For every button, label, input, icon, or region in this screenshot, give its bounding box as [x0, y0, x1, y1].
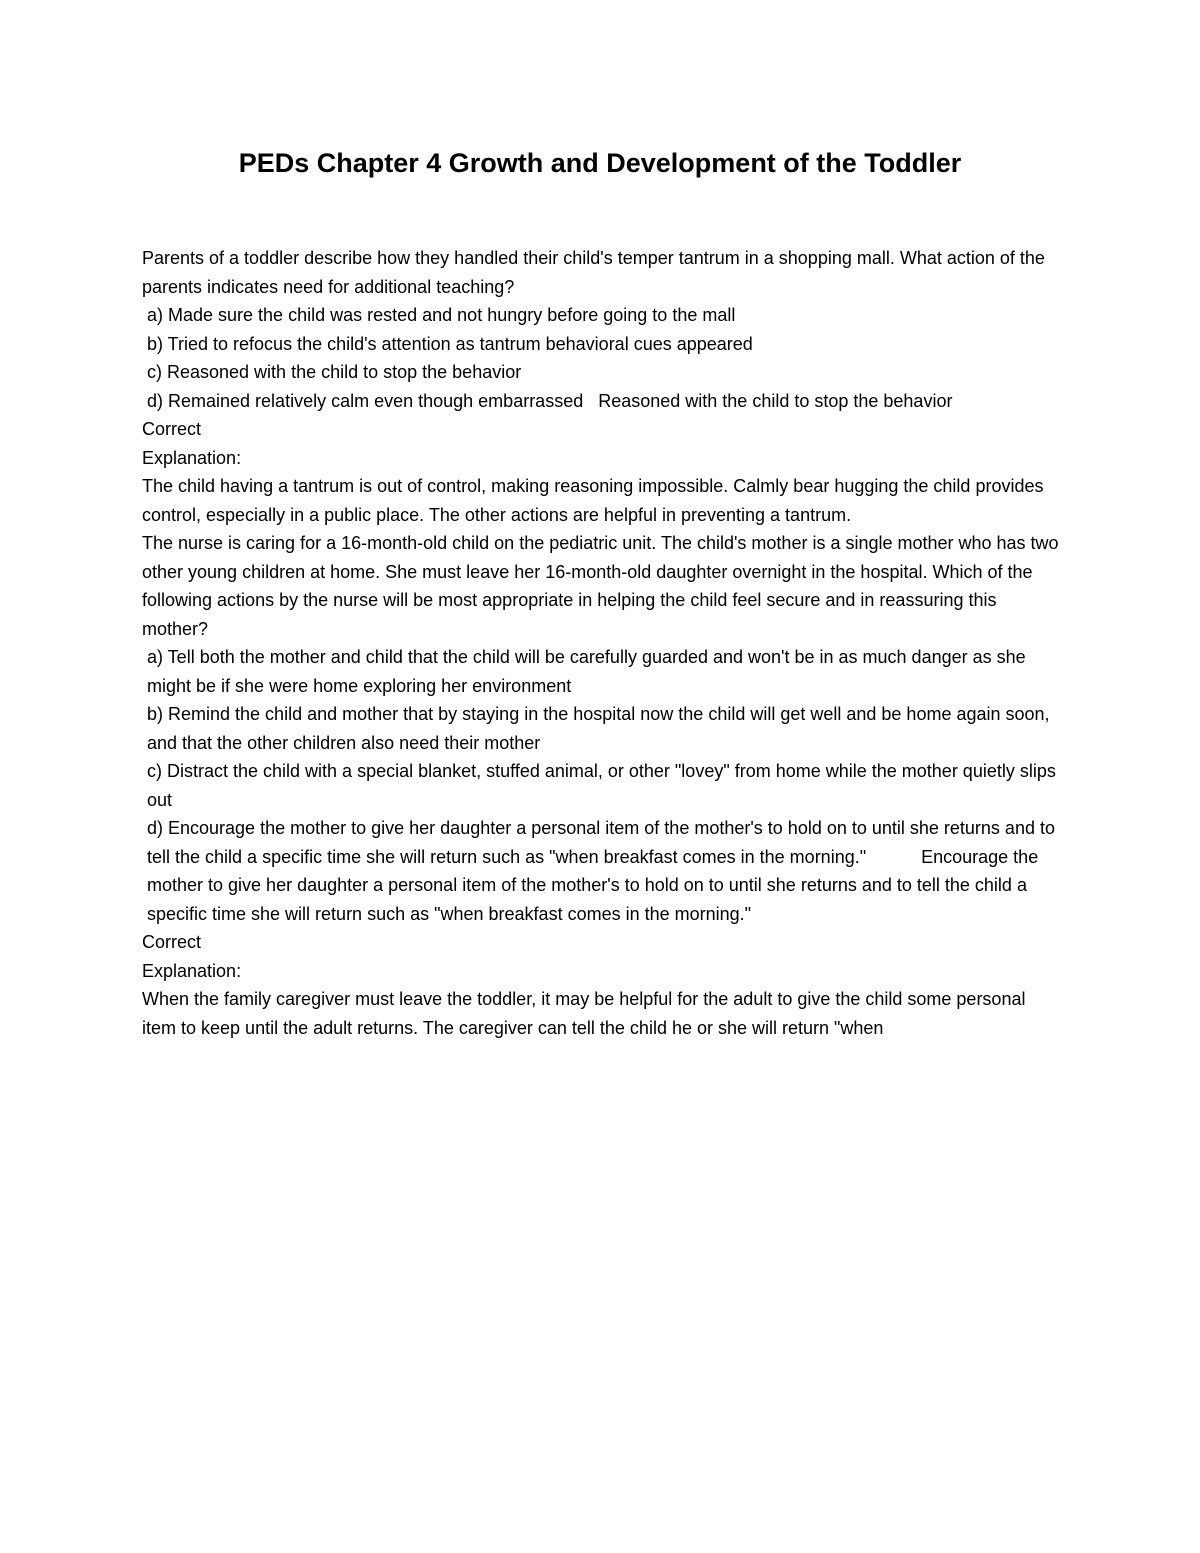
answer-option-d: d) Encourage the mother to give her daughter a personal item of the mother's to hold on to until she returns and to tell the child a specific time she will return such as "when breakfast comes in the morning." Encourage the mother to give her daughter a personal item of the mother's to hold on to until she returns and to tell the child a specific time she will return such as "when breakfast comes in the morning.": [147, 818, 1060, 924]
question-1: [142, 244, 1062, 529]
explanation-label: Explanation:: [142, 960, 242, 981]
answer-result: Correct: [142, 419, 202, 439]
explanation-label: Explanation:: [142, 447, 242, 468]
answer-option-b: b) Tried to refocus the child's attention as tantrum behavioral cues appeared: [147, 333, 753, 354]
answer-option-c: c) Distract the child with a special blanket, stuffed animal, or other "lovey" from home while the mother quietly slips out: [147, 761, 1061, 810]
answer-option-b: b) Remind the child and mother that by staying in the hospital now the child will get well and be home again soon, and that the other children also need their mother: [147, 704, 1055, 753]
question-2: [142, 529, 1062, 1042]
document-body: [142, 244, 1062, 1042]
answer-option-c: c) Reasoned with the child to stop the behavior: [147, 362, 522, 382]
explanation-text: The child having a tantrum is out of control, making reasoning impossible. Calmly bear hugging the child provides control, especially in a public place. The other actions are helpful in preventing a tantrum.: [142, 476, 1049, 525]
explanation-text: When the family caregiver must leave the toddler, it may be helpful for the adult to give the child some personal item to keep until the adult returns. The caregiver can tell the child he or she will return "when: [142, 989, 1031, 1038]
answer-option-a: a) Tell both the mother and child that the child will be carefully guarded and won't be in as much danger as she might be if she were home exploring her environment: [147, 647, 1031, 696]
question-stem: The nurse is caring for a 16-month-old child on the pediatric unit. The child's mother is a single mother who has two other young children at home. She must leave her 16-month-old daughter overnight in the hospital. Which of the following actions by the nurse will be most appropriate in helping the child feel secure and in reassuring this mother?: [142, 533, 1064, 639]
answer-option-a: a) Made sure the child was rested and not hungry before going to the mall: [147, 305, 736, 325]
answer-result: Correct: [142, 932, 202, 952]
answer-option-d: d) Remained relatively calm even though embarrassed Reasoned with the child to stop the behavior: [147, 390, 953, 411]
document-title: PEDs Chapter 4 Growth and Development of the Toddler: [238, 148, 962, 178]
question-stem: Parents of a toddler describe how they handled their child's temper tantrum in a shopping mall. What action of the parents indicates need for additional teaching?: [142, 248, 1050, 297]
